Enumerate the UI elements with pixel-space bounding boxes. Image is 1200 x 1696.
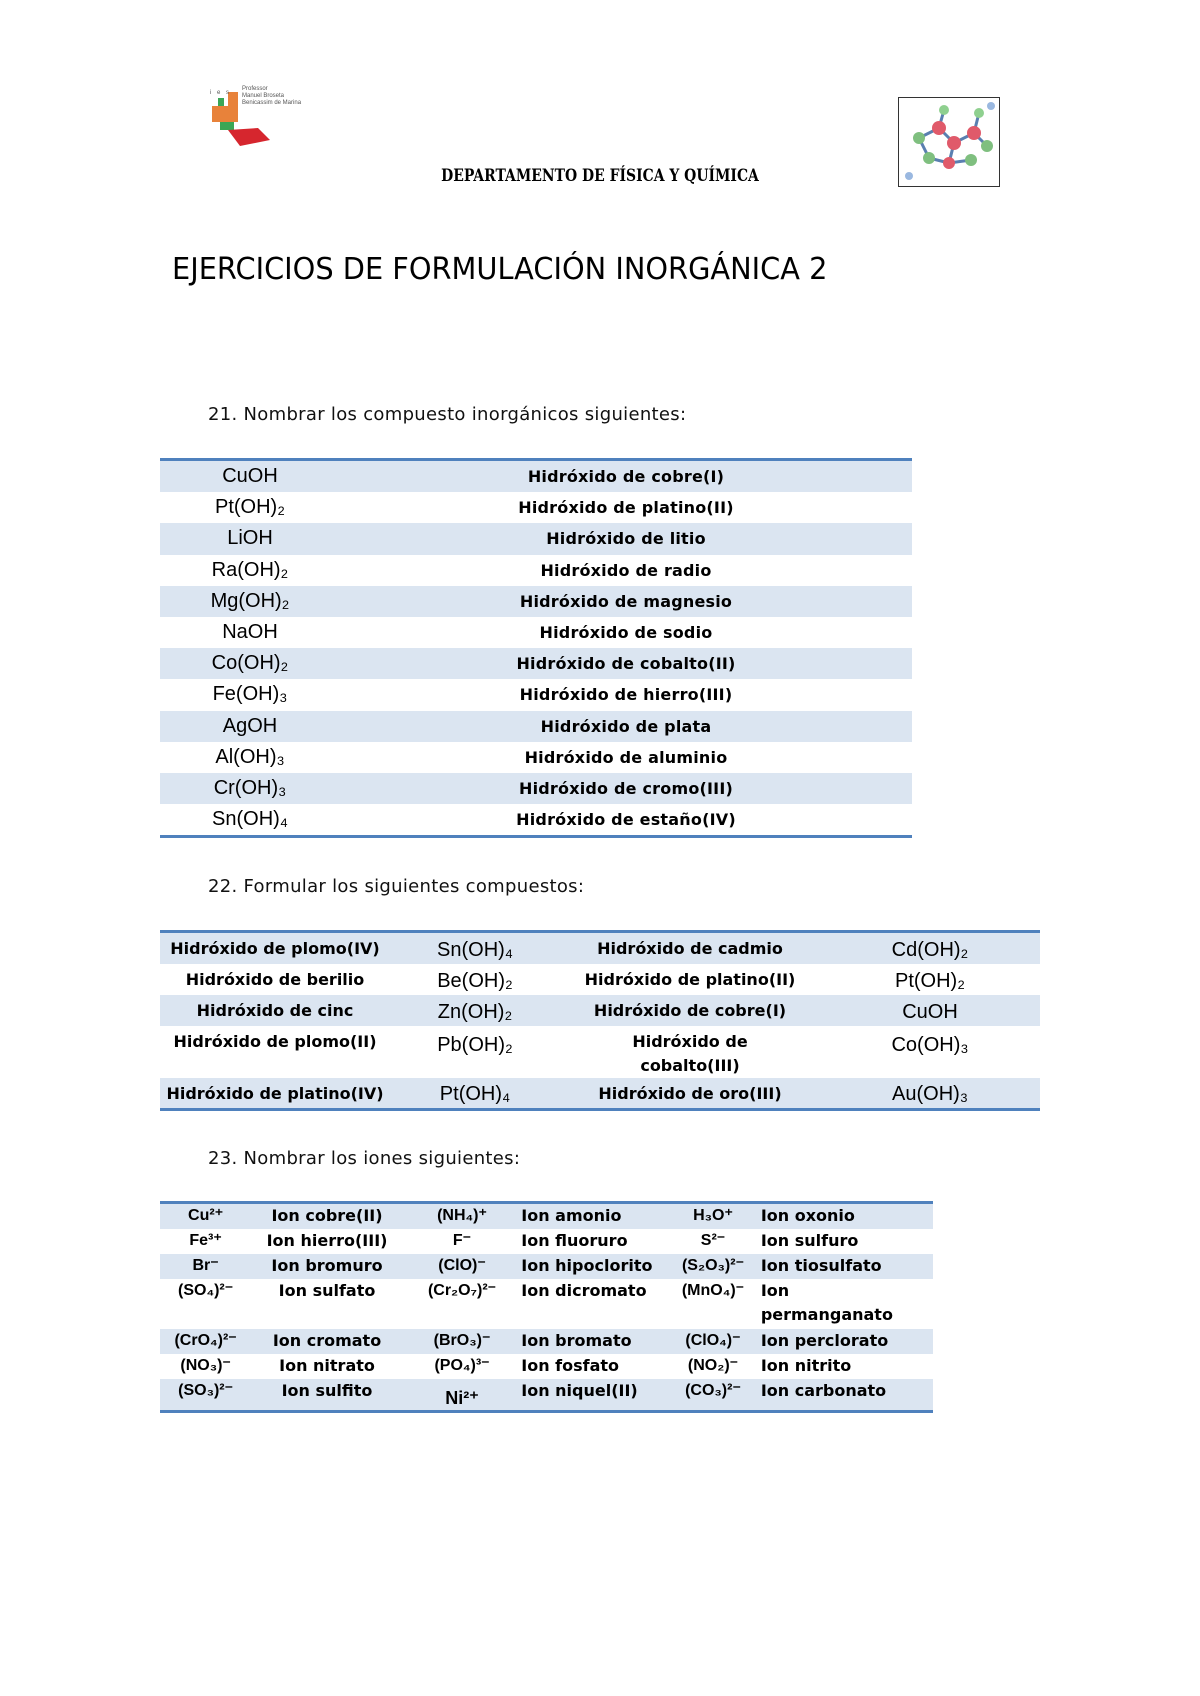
school-logo (210, 86, 310, 158)
name-cell: Hidróxido de litio (340, 523, 912, 554)
ion-name: Ion bromato (521, 1329, 665, 1354)
name-cell: Hidróxido de magnesio (340, 586, 912, 617)
formula-cell: Cd(OH)₂ (820, 932, 1040, 964)
question-22 (208, 876, 584, 897)
ion-symbol: (SO₃)²⁻ (160, 1379, 251, 1411)
table-row (160, 1254, 933, 1279)
ion-symbol: (NO₃)⁻ (180, 1357, 231, 1374)
ion-name: Ion cobre(II) (251, 1203, 403, 1230)
name-cell: Hidróxido de plata (340, 711, 912, 742)
table-row (160, 555, 912, 586)
name-cell: Hidróxido de estaño(IV) (516, 810, 736, 830)
ion-symbol: (MnO₄)⁻ (681, 1282, 745, 1299)
question-number: 23. (208, 1148, 238, 1169)
ion-name: Ion niquel(II) (521, 1379, 665, 1411)
ion-name: Ion bromuro (251, 1254, 403, 1279)
formula-cell: Sn(OH)₄ (212, 808, 288, 831)
formula-cell: AgOH (160, 711, 340, 742)
table-row (160, 523, 912, 554)
table-row (160, 1279, 933, 1329)
ion-symbol: (Cr₂O₇)²⁻ (427, 1282, 497, 1299)
formula-cell: Be(OH)₂ (437, 969, 513, 992)
table-row (160, 1354, 933, 1379)
table-row (160, 804, 912, 837)
ion-name: Ion fluoruro (521, 1231, 628, 1250)
ion-name: Ion amonio (521, 1203, 665, 1230)
ion-symbol: (PO₄)³⁻ (434, 1357, 490, 1374)
name-cell: Hidróxido de aluminio (524, 747, 728, 767)
ion-symbol: (NO₂)⁻ (687, 1357, 739, 1374)
table-row (160, 679, 912, 710)
ion-name: Ion hipoclorito (521, 1254, 665, 1279)
name-cell: Hidróxido de hierro(III) (519, 685, 733, 705)
table-row (160, 1078, 1040, 1110)
formula-cell: NaOH (222, 621, 278, 644)
question-number: 21. (208, 404, 238, 425)
question-number: 22. (208, 876, 238, 897)
ion-symbol: (NH₄)⁺ (403, 1203, 521, 1230)
table-row (160, 1329, 933, 1354)
table-row (160, 773, 912, 804)
formula-cell: Ra(OH)₂ (211, 558, 289, 581)
formula-cell: Pt(OH)₄ (390, 1078, 560, 1110)
question-text: Nombrar los iones siguientes: (243, 1148, 521, 1169)
table-row (160, 1203, 933, 1230)
table-row (160, 492, 912, 523)
formula-cell: Co(OH)₃ (891, 1033, 969, 1056)
ions-naming-table (160, 1201, 933, 1413)
formula-cell: CuOH (820, 995, 1040, 1026)
name-cell: Hidróxido de cadmio (560, 932, 820, 964)
question-23 (208, 1148, 520, 1169)
ion-name: Ion perclorato (761, 1329, 933, 1354)
ion-symbol: (SO₄)²⁻ (178, 1282, 234, 1299)
table-row (160, 586, 912, 617)
ion-name: Ion dicromato (521, 1281, 647, 1300)
ion-name: Ion carbonato (761, 1379, 933, 1411)
name-cell: Hidróxido de cobre(I) (340, 460, 912, 493)
ion-name: Ion nitrato (279, 1356, 375, 1375)
ion-name: Ion sulfuro (760, 1231, 859, 1250)
table-row (160, 648, 912, 679)
ion-name: Ion permanganato (760, 1281, 893, 1324)
molecule-icon (899, 98, 999, 186)
formula-cell: Fe(OH)₃ (212, 683, 288, 706)
question-text: Nombrar los compuesto inorgánicos siguientes: (243, 404, 687, 425)
name-cell: Hidróxido de cobre(I) (560, 995, 820, 1026)
table-row (160, 1026, 1040, 1078)
name-cell: Hidróxido de radio (540, 560, 712, 580)
ion-name: Ion cromato (251, 1329, 403, 1354)
logo-text: Professor Manuel Broseta Benicassim de Marina (242, 86, 302, 106)
ion-symbol: S²⁻ (700, 1232, 726, 1249)
ion-name: Ion sulfato (278, 1281, 376, 1300)
table-row (160, 932, 1040, 964)
formula-cell: Zn(OH)₂ (390, 995, 560, 1026)
formula-cell: Cr(OH)₃ (160, 773, 340, 804)
hydroxides-naming-table (160, 458, 912, 838)
ion-symbol: (CrO₄)²⁻ (160, 1329, 251, 1354)
name-cell: Hidróxido de oro(III) (560, 1078, 820, 1110)
name-cell: Hidróxido de cromo(III) (340, 773, 912, 804)
formula-cell: Mg(OH)₂ (160, 586, 340, 617)
name-cell: Hidróxido de cinc (160, 995, 390, 1026)
ion-symbol: (CO₃)²⁻ (665, 1379, 761, 1411)
ion-symbol: Cu²⁺ (160, 1203, 251, 1230)
formula-cell: Al(OH)₃ (215, 745, 285, 768)
table-row (160, 1229, 933, 1254)
ion-symbol: F⁻ (452, 1232, 472, 1249)
table-row (160, 711, 912, 742)
ion-symbol: (ClO₄)⁻ (665, 1329, 761, 1354)
ion-symbol: H₃O⁺ (665, 1203, 761, 1230)
ion-symbol: Ni²⁺ (403, 1379, 521, 1411)
ion-symbol: Fe³⁺ (189, 1232, 222, 1249)
page-title: EJERCICIOS DE FORMULACIÓN INORGÁNICA 2 (172, 252, 828, 287)
logo-ies: i e s (210, 90, 232, 96)
table-row (160, 964, 1040, 995)
table-row (160, 460, 912, 493)
name-cell: Hidróxido de platino(II) (518, 498, 734, 518)
table-row (160, 1379, 933, 1411)
ion-name: Ion nitrito (760, 1356, 852, 1375)
name-cell: Hidróxido de plomo(II) (173, 1031, 377, 1051)
table-row (160, 617, 912, 648)
name-cell: Hidróxido de cobalto(III) (632, 1031, 748, 1075)
table-row (160, 995, 1040, 1026)
ion-symbol: (BrO₃)⁻ (403, 1329, 521, 1354)
ion-symbol: (ClO)⁻ (403, 1254, 521, 1279)
ion-name: Ion tiosulfato (761, 1254, 933, 1279)
molecule-image (898, 97, 1000, 187)
name-cell: Hidróxido de berilio (185, 969, 365, 989)
department-title: DEPARTAMENTO DE FÍSICA Y QUÍMICA (441, 166, 759, 186)
name-cell: Hidróxido de plomo(IV) (160, 932, 390, 964)
formula-cell: Co(OH)₂ (160, 648, 340, 679)
formula-cell: Pt(OH)₂ (895, 969, 965, 992)
formula-cell: Sn(OH)₄ (390, 932, 560, 964)
name-cell: Hidróxido de platino(II) (584, 969, 796, 989)
ion-name: Ion oxonio (761, 1203, 933, 1230)
question-text: Formular los siguientes compuestos: (243, 876, 585, 897)
formula-cell: Pb(OH)₂ (437, 1033, 513, 1056)
question-21 (208, 404, 686, 425)
formula-cell: CuOH (160, 460, 340, 493)
name-cell: Hidróxido de cobalto(II) (340, 648, 912, 679)
formula-cell: Au(OH)₃ (820, 1078, 1040, 1110)
ion-symbol: (S₂O₃)²⁻ (665, 1254, 761, 1279)
ion-symbol: Br⁻ (160, 1254, 251, 1279)
ion-name: Ion hierro(III) (266, 1231, 388, 1250)
table-row (160, 742, 912, 773)
ion-name: Ion fosfato (521, 1356, 620, 1375)
name-cell: Hidróxido de sodio (539, 623, 713, 643)
name-cell: Hidróxido de platino(IV) (160, 1078, 390, 1110)
formula-cell: Pt(OH)₂ (215, 496, 285, 519)
ion-name: Ion sulfito (251, 1379, 403, 1411)
hydroxides-formula-table (160, 930, 1040, 1111)
formula-cell: LiOH (160, 523, 340, 554)
